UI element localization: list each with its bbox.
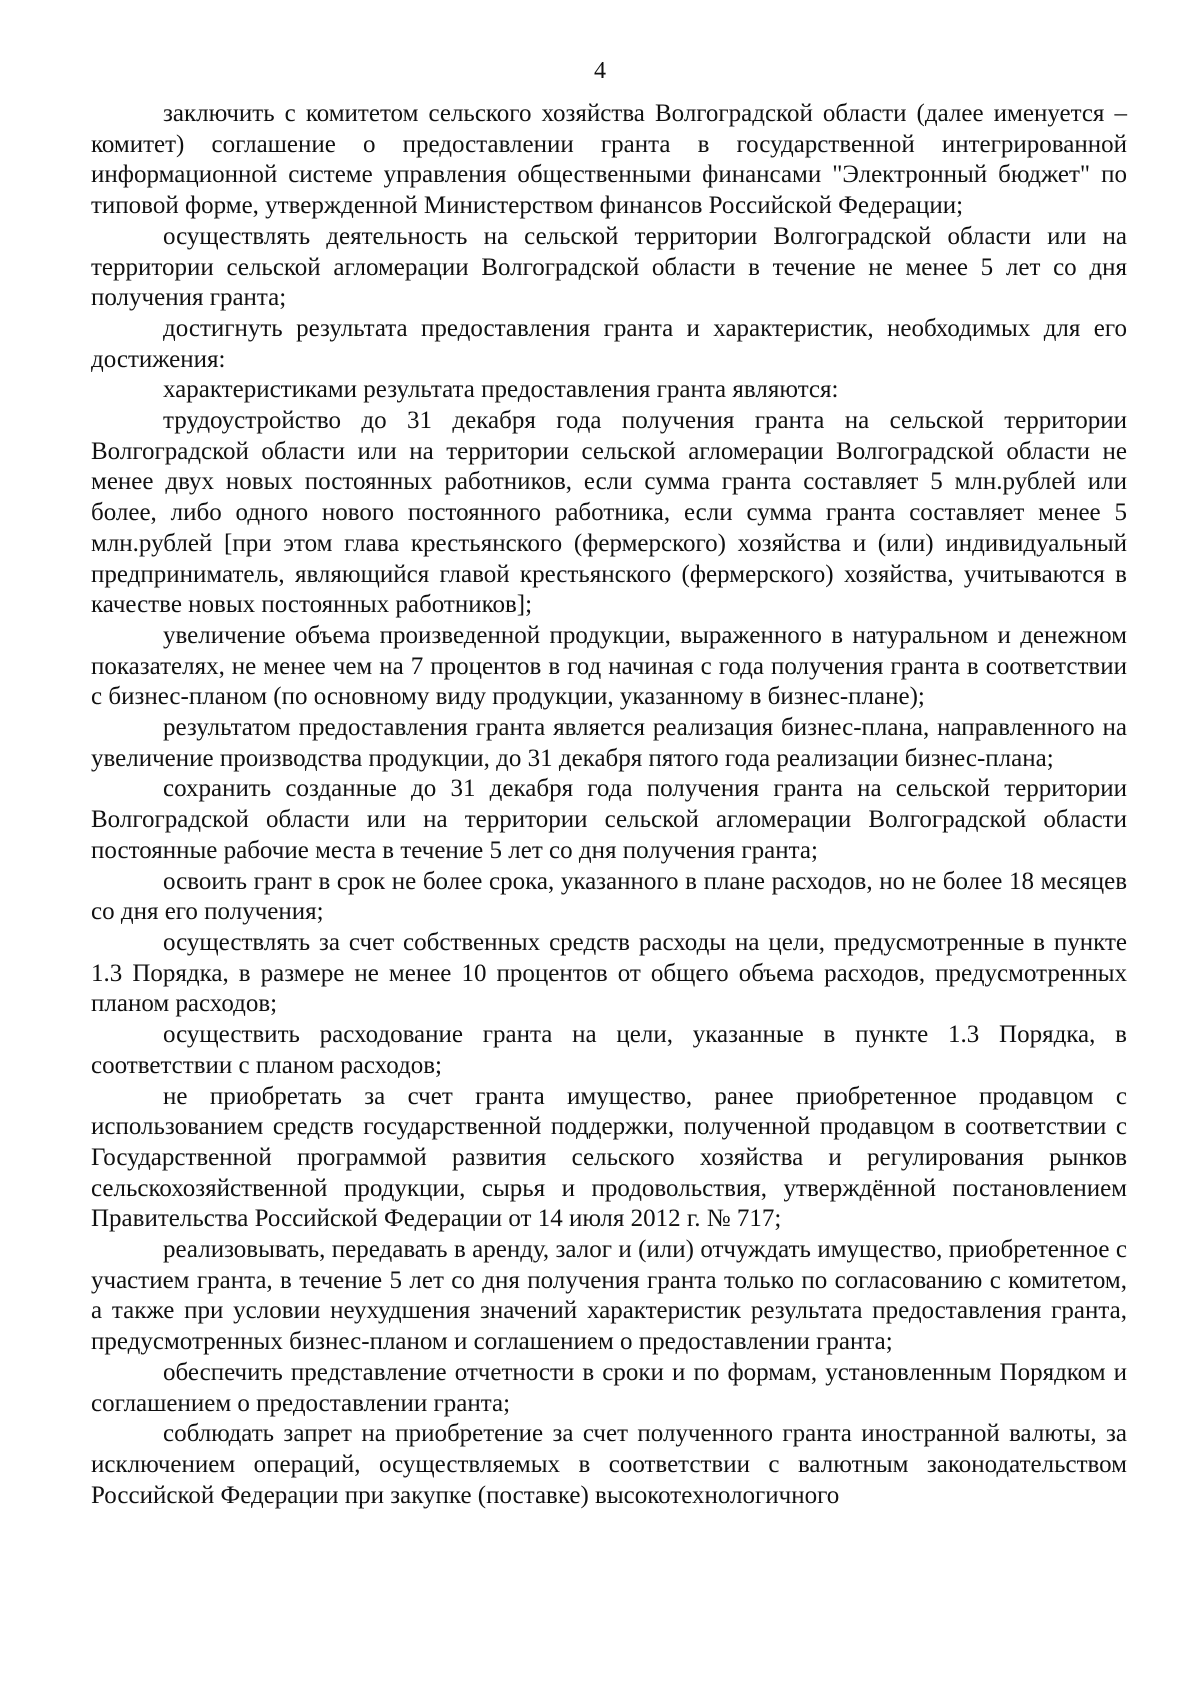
paragraph-currency-ban: соблюдать запрет на приобретение за счет полученного гранта иностранной валюты, за исключением операций, осуществляемых в соответствии с валютным законодательством Российской Федерации при закупке (поставке) высокотехнологичного: [91, 1420, 1127, 1509]
paragraph-property-restriction: не приобретать за счет гранта имущество, ранее приобретенное продавцом с использованием средств государственной поддержки, полученной продавцом в соответствии с Государственной программой развития сельского хозяйства и регулирования рынков сельскохозяйственной продукции, сырья и продовольствия, утверждённой постановлением Правительства Российской Федерации от 14 июля 2012 г. № 717;: [91, 1082, 1127, 1233]
paragraph-use-grant-term: освоить грант в срок не более срока, указанного в плане расходов, но не более 18 месяцев со дня его получения;: [91, 867, 1127, 926]
paragraph-activity: осуществлять деятельность на сельской территории Волгоградской области или на территории сельской агломерации Волгоградской области в течение не менее 5 лет со дня получения гранта;: [91, 222, 1127, 312]
paragraph-own-funds: осуществлять за счет собственных средств расходы на цели, предусмотренные в пункте 1.3 Порядка, в размере не менее 10 процентов от общего объема расходов, предусмотренных планом расходов;: [91, 928, 1127, 1018]
document-body: [91, 99, 1127, 1511]
paragraph-keep-jobs: сохранить созданные до 31 декабря года получения гранта на сельской территории Волгоградской области или на территории сельской агломерации Волгоградской области постоянные рабочие места в течение 5 лет со дня получения гранта;: [91, 775, 1127, 864]
paragraph-production-increase: увеличение объема произведенной продукции, выраженного в натуральном и денежном показателях, не менее чем на 7 процентов в год начиная с года получения гранта в соответствии с бизнес-планом (по основному виду продукции, указанному в бизнес-плане);: [91, 621, 1127, 711]
paragraph-reporting: обеспечить представление отчетности в сроки и по формам, установленным Порядком и соглашением о предоставлении гранта;: [91, 1358, 1127, 1417]
paragraph-achieve-result: достигнуть результата предоставления гранта и характеристик, необходимых для его достижения:: [91, 314, 1127, 373]
paragraph-spending-plan: осуществить расходование гранта на цели, указанные в пункте 1.3 Порядка, в соответствии с планом расходов;: [91, 1021, 1127, 1079]
paragraph-grant-result: результатом предоставления гранта является реализация бизнес-плана, направленного на увеличение производства продукции, до 31 декабря пятого года реализации бизнес-плана;: [91, 714, 1127, 772]
paragraph-agreement: заключить с комитетом сельского хозяйства Волгоградской области (далее именуется – комитет) соглашение о предоставлении гранта в государственной интегрированной информационной системе управления общественными финансами "Электронный бюджет" по типовой форме, утвержденной Министерством финансов Российской Федерации;: [91, 100, 1127, 220]
page-number: 4: [594, 58, 606, 84]
paragraph-characteristics-intro: характеристиками результата предоставления гранта являются:: [163, 376, 839, 404]
paragraph-employment: трудоустройство до 31 декабря года получения гранта на сельской территории Волгоградской области или на территории сельской агломерации Волгоградской области не менее двух новых постоянных работников, если сумма гранта составляет 5 млн.рублей или более, либо одного нового постоянного работника, если сумма гранта составляет менее 5 млн.рублей [при этом глава крестьянского (фермерского) хозяйства и (или) индивидуальный предприниматель, являющийся главой крестьянского (фермерского) хозяйства, учитываются в качестве новых постоянных работников];: [91, 407, 1127, 619]
paragraph-property-disposal: реализовывать, передавать в аренду, залог и (или) отчуждать имущество, приобретенное с участием гранта, в течение 5 лет со дня получения гранта только по согласованию с комитетом, а также при условии неухудшения значений характеристик результата предоставления гранта, предусмотренных бизнес-планом и соглашением о предоставлении гранта;: [91, 1236, 1127, 1356]
